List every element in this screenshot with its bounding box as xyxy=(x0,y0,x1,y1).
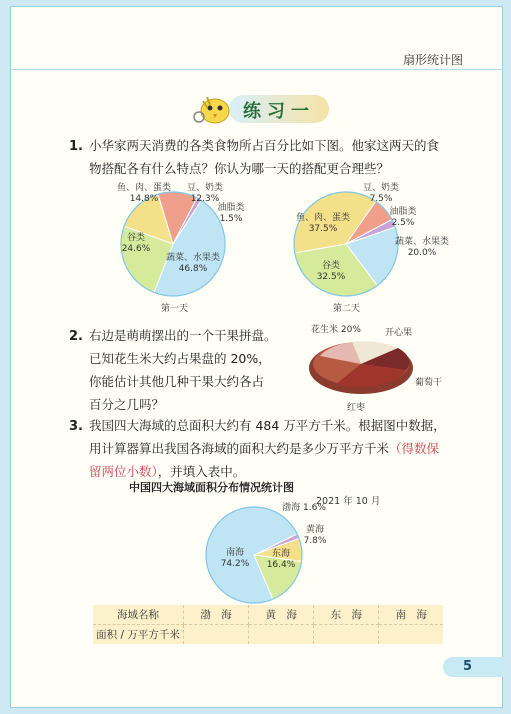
q2-text-line1: 右边是萌萌摆出的一个干果拼盘。 xyxy=(89,328,277,343)
dried-fruit-plate-image xyxy=(306,332,416,396)
day1-grain-label: 谷类 24.6% xyxy=(121,233,151,254)
q1-text-line2: 物搭配各有什么特点？你认为哪一天的搭配更合理些？ xyxy=(89,161,390,176)
donghai-label: 东海 16.4% xyxy=(266,549,296,570)
day2-meat-label: 鱼、肉、蛋类 37.5% xyxy=(295,213,350,234)
bohai-area-cell[interactable] xyxy=(184,625,249,645)
table-header: 渤 海 xyxy=(184,605,249,625)
table-row xyxy=(93,625,443,645)
day2-dairy-label: 豆、奶类 7.5% xyxy=(362,183,399,204)
table-header: 南 海 xyxy=(379,605,443,625)
q1-number: 1. xyxy=(69,139,83,154)
day1-caption: 第一天 xyxy=(161,304,189,314)
day2-oil-label: 油脂类 2.5% xyxy=(389,207,417,228)
pistachio-label: 开心果 xyxy=(385,328,413,338)
sea-chart-title: 中国四大海域面积分布情况统计图 xyxy=(129,481,294,494)
huanghai-area-cell[interactable] xyxy=(249,625,314,645)
mascot-bird-icon xyxy=(191,87,235,127)
exercise-title: 练习一 xyxy=(243,101,315,122)
q2-text-line2: 已知花生米大约占果盘的 20%， xyxy=(89,351,271,366)
page-number-tab xyxy=(443,657,504,677)
sea-area-table xyxy=(93,605,443,644)
donghai-area-cell[interactable] xyxy=(314,625,379,645)
q2-text-line3: 你能估计其他几种干果大约各占 xyxy=(89,374,265,389)
huanghai-label: 黄海 7.8% xyxy=(303,525,327,546)
q2-number: 2. xyxy=(69,329,83,344)
table-header: 东 海 xyxy=(314,605,379,625)
q3-number: 3. xyxy=(69,419,83,434)
q1-text-line1: 小华家两天消费的各类食物所占百分比如下图。他家这两天的食 xyxy=(89,138,440,153)
table-row-label: 面积 / 万平方千米 xyxy=(93,625,184,645)
q3-text-line1: 我国四大海域的总面积大约有 484 万平方千米。根据图中数据， xyxy=(89,418,446,433)
day1-dairy-label: 豆、奶类 12.3% xyxy=(186,183,223,204)
peanut-label: 花生米 20% xyxy=(311,325,361,335)
day1-meat-label: 鱼、肉、蛋类 14.8% xyxy=(116,183,171,204)
redbean-label: 红枣 xyxy=(347,403,366,413)
section-header: 扇形统计图 xyxy=(403,53,464,67)
table-header-row xyxy=(93,605,443,625)
textbook-page xyxy=(10,6,503,708)
q3-text-line2: 用计算器算出我国各海域的面积大约是多少万平方千米（得数保 xyxy=(89,441,440,456)
day2-grain-label: 谷类 32.5% xyxy=(316,261,346,282)
day1-oil-label: 油脂类 1.5% xyxy=(217,203,245,224)
day2-caption: 第二天 xyxy=(333,304,361,314)
nanhai-label: 南海 74.2% xyxy=(220,548,250,569)
nanhai-area-cell[interactable] xyxy=(379,625,443,645)
q2-text-line4: 百分之几吗？ xyxy=(89,397,165,412)
day1-veg-label: 蔬菜、水果类 46.8% xyxy=(165,253,220,274)
day2-veg-label: 蔬菜、水果类 20.0% xyxy=(394,237,449,258)
sea-chart-date: 2021 年 10 月 xyxy=(316,496,381,507)
table-header: 黄 海 xyxy=(249,605,314,625)
header-divider xyxy=(11,69,504,70)
page-number: 5 xyxy=(463,659,473,674)
bohai-label: 渤海 1.6% xyxy=(282,503,326,513)
q3-text-line3: 留两位小数），并填入表中。 xyxy=(89,464,246,479)
table-header: 海域名称 xyxy=(93,605,184,625)
raisin-label: 葡萄干 xyxy=(415,378,443,388)
